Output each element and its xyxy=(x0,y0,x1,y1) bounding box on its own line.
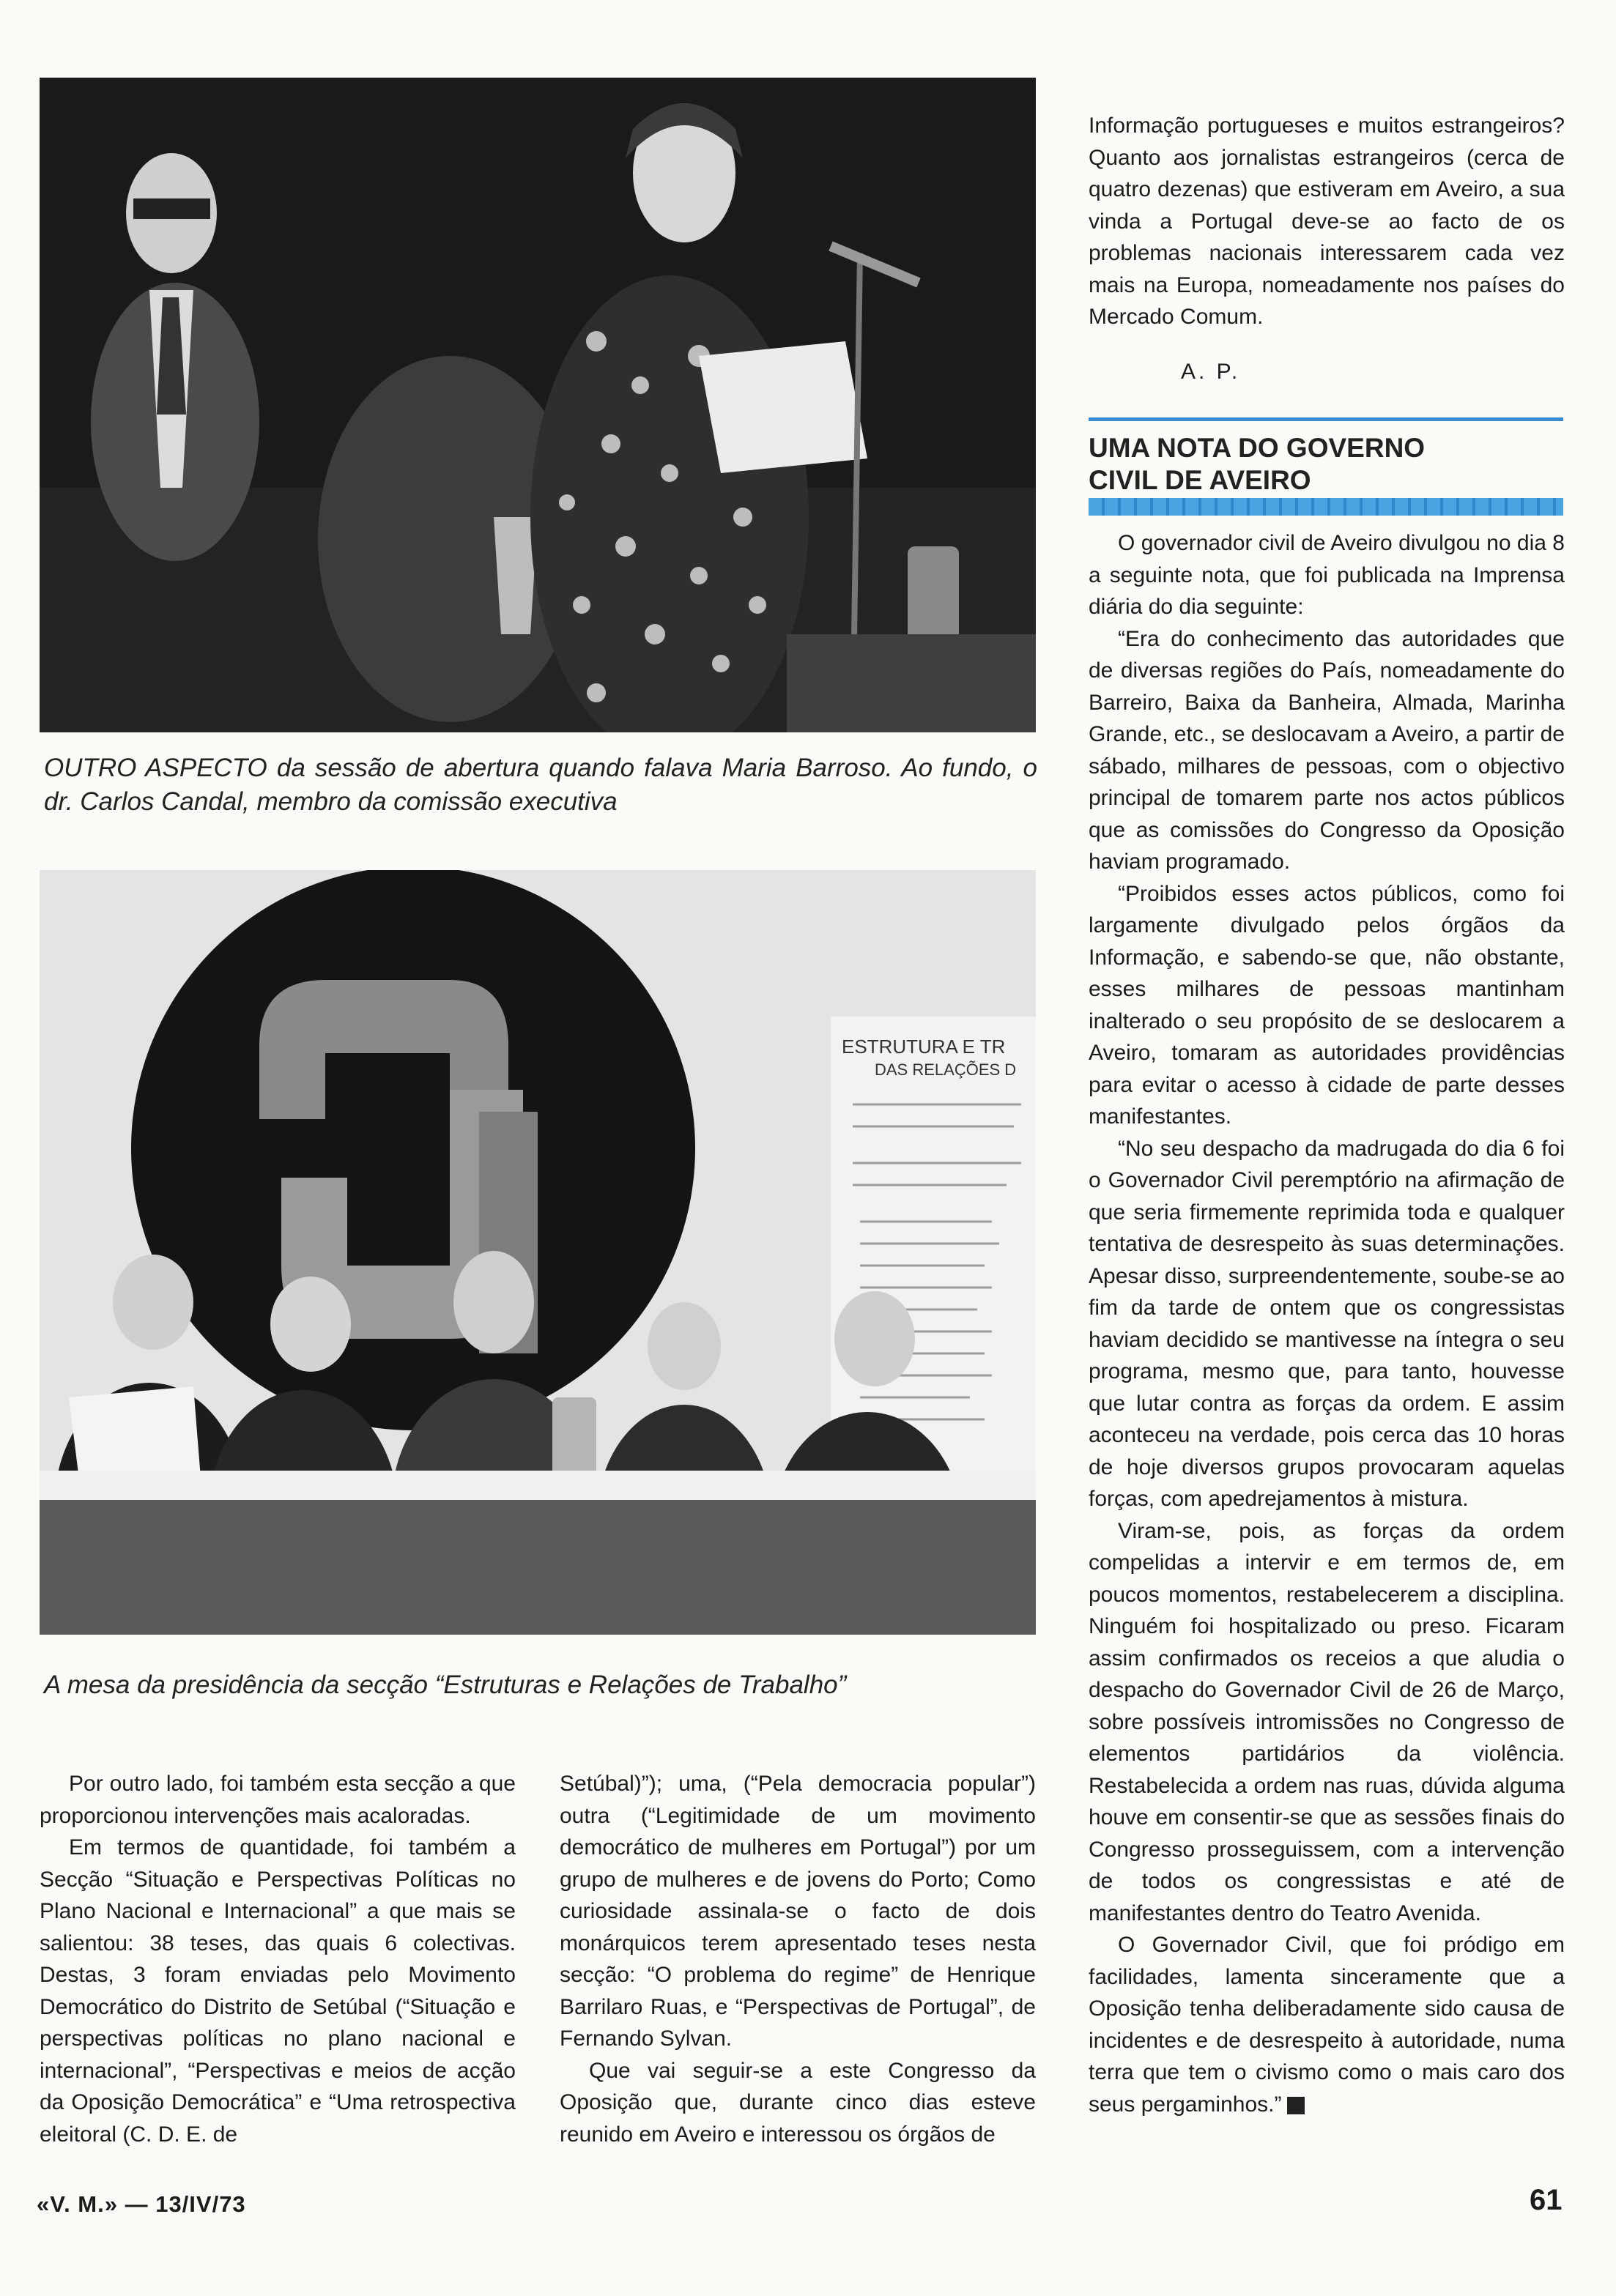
note-paragraph-1: O governador civil de Aveiro divulgou no dia 8 a seguinte nota, que foi publicada na Imprensa diária do dia seguinte: xyxy=(1089,531,1565,619)
photo-opening-session xyxy=(40,78,1036,732)
section-heading-line2: CIVIL DE AVEIRO xyxy=(1089,465,1311,495)
photo1-caption: OUTRO ASPECTO da sessão de abertura quando falava Maria Barroso. Ao fundo, o dr. Carlos Candal, membro da comissão executiva xyxy=(44,754,1037,816)
left-column xyxy=(40,1768,516,2150)
right-top-paragraph: Informação portugueses e muitos estrangeiros? Quanto aos jornalistas estrangeiros (cerca de quatro dezenas) que estiveram em Aveiro, a sua vinda a Portugal deve-se ao facto de os problemas nacionais interessarem cada vez mais na Europa, nomeadamente nos países do Mercado Comum. xyxy=(1089,114,1565,329)
page-number: 61 xyxy=(1530,2184,1563,2216)
note-paragraph-3: “Proibidos esses actos públicos, como foi largamente divulgado pelos órgãos da Informação, e sabendo-se que, não obstante, esses milhares de pessoas mantinham inalterado o seu propósito de se deslocarem a Aveiro, tomaram as autoridades providências para evitar o acesso à cidade de parte desses manifestantes. xyxy=(1089,881,1565,1129)
photo-presidency-table xyxy=(40,870,1036,1635)
note-paragraph-2: “Era do conhecimento das autoridades que de diversas regiões do País, nomeadamente do Barreiro, Baixa da Banheira, Almada, Marinha Grande, etc., se deslocavam a Aveiro, a partir de sábado, milhares de pessoas, com o objectivo principal de tomarem parte nos actos públicos que as comissões do Congresso da Oposição haviam programado. xyxy=(1089,626,1565,874)
note-paragraph-5: Viram-se, pois, as forças da ordem compelidas a intervir e em termos de, em poucos momentos, restabelecerem a disciplina. Ninguém foi hospitalizado ou preso. Ficaram assim confirmados os receios a que aludia o despacho do Governador Civil de 26 de Março, sobre possíveis intromissões no Congresso de elementos partidários da violência. Restabelecida a ordem nas ruas, dúvida alguma houve em consentir-se que as sessões finais do Congresso prosseguissem, com a intervenção de todos os congressistas e até de manifestantes dentro do Teatro Avenida. xyxy=(1089,1518,1565,1925)
section-top-rule xyxy=(1089,417,1563,421)
note-paragraph-6 xyxy=(1089,1929,1565,2120)
photo2-caption: A mesa da presidência da secção “Estruturas e Relações de Trabalho” xyxy=(44,1671,847,1699)
right-section-body xyxy=(1089,527,1565,2120)
note-paragraph-6-text: O Governador Civil, que foi pródigo em facilidades, lamenta sinceramente que a Oposição tenha deliberadamente sido causa de incidentes e de desrespeito à autoridade, numa terra que tem o civismo como o mais caro dos seus pergaminhos.” xyxy=(1089,1933,1565,2117)
signature-ap: A. P. xyxy=(1181,360,1241,384)
photo-presidency-table-image xyxy=(40,870,1036,1635)
photo-opening-session-image xyxy=(40,78,1036,732)
middle-column xyxy=(560,1768,1036,2150)
section-heading xyxy=(1089,432,1572,497)
left-paragraph-1: Por outro lado, foi também esta secção a que proporcionou intervenções mais acaloradas. xyxy=(40,1772,516,1828)
footer-publication-date: «V. M.» — 13/IV/73 xyxy=(37,2191,246,2217)
left-paragraph-2: Em termos de quantidade, foi também a Secção “Situação e Perspectivas Políticas no Plano Nacional e Internacional” a que mais se salientou: 38 teses, das quais 6 colectivas. Destas, 3 foram enviadas pelo Movimento Democrático do Distrito de Setúbal (“Situação e perspectivas políticas no plano nacional e internacional”, “Perspectivas e meios de acção da Oposição Democrática” e “Uma retrospectiva eleitoral (C. D. E. de xyxy=(40,1835,516,2147)
section-heading-line1: UMA NOTA DO GOVERNO xyxy=(1089,433,1426,463)
middle-paragraph-1: Setúbal)”); uma, (“Pela democracia popular”) outra (“Legitimidade de um movimento democrático de mulheres em Portugal”) por um grupo de mulheres e de jovens do Porto; Como curiosidade assinala-se o facto de dois monárquicos terem apresentado teses nesta secção: “O problema do regime” de Henrique Barrilaro Ruas, e “Perspectivas de Portugal”, de Fernando Sylvan. xyxy=(560,1772,1036,2051)
note-paragraph-4: “No seu despacho da madrugada do dia 6 foi o Governador Civil peremptório na afirmação de que seria firmemente reprimida toda e qualquer tentativa de desrespeito às suas determinações. Apesar disso, surpreendentemente, soube-se ao fim da tarde de ontem que os congressistas haviam decidido se mantivesse na íntegra o seu programa, mesmo que, para tanto, houvesse que lutar contra as forças da ordem. E assim aconteceu na verdade, pois cerca das 10 horas de hoje diversos grupos provocaram aquelas forças, com apedrejamentos à mistura. xyxy=(1089,1136,1565,1511)
middle-paragraph-2: Que vai seguir-se a este Congresso da Oposição que, durante cinco dias esteve reunido em Aveiro e interessou os órgãos de xyxy=(560,2058,1036,2147)
banner-line2: DAS RELAÇÕES D xyxy=(875,1060,1017,1079)
section-heading-bar xyxy=(1089,498,1563,516)
end-mark-icon xyxy=(1287,2097,1305,2114)
right-top-text xyxy=(1089,110,1565,333)
banner-line1: ESTRUTURA E TR xyxy=(842,1036,1006,1058)
